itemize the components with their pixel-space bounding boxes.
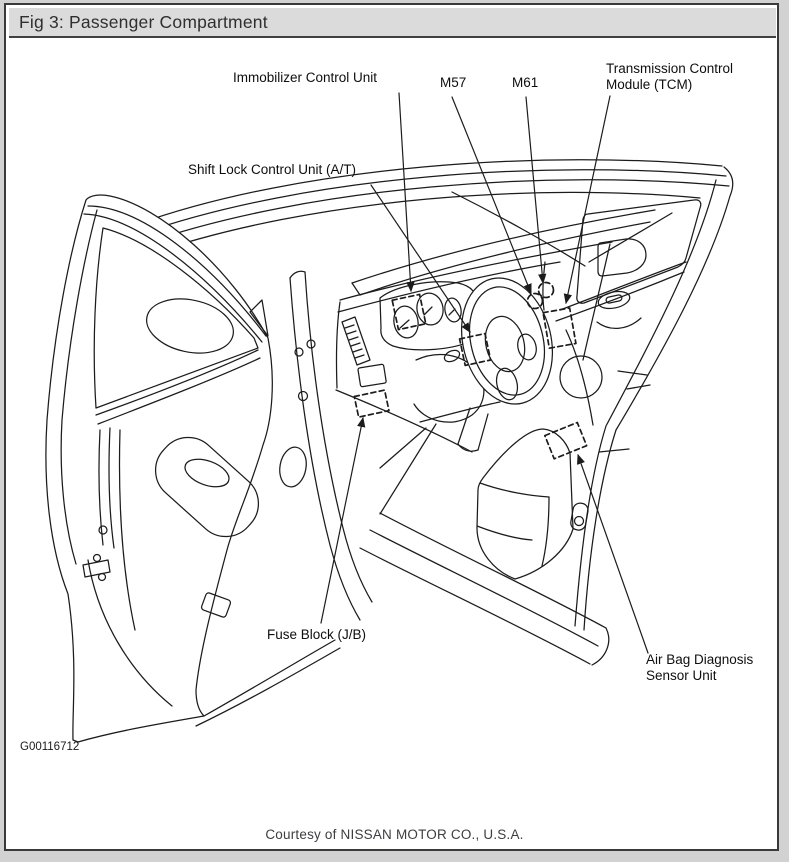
label-tcm: Transmission Control Module (TCM) xyxy=(606,61,734,92)
figure-title: Fig 3: Passenger Compartment xyxy=(19,12,268,32)
courtesy-note: Courtesy of NISSAN MOTOR CO., U.S.A. xyxy=(265,827,524,842)
fuse-block-arrow xyxy=(321,418,363,623)
label-shift-lock: Shift Lock Control Unit (A/T) xyxy=(188,162,357,177)
steering-wheel xyxy=(449,268,565,451)
m61-arrow xyxy=(526,97,543,283)
shift-lock-arrow xyxy=(371,185,470,332)
immobilizer-location-box xyxy=(392,294,426,329)
label-m61: M61 xyxy=(512,75,539,90)
label-fuse-block: Fuse Block (J/B) xyxy=(267,627,367,642)
figure-title-bar xyxy=(9,8,776,38)
m61-connector-circle xyxy=(539,283,554,298)
right-pillar xyxy=(575,167,733,630)
right-door xyxy=(556,200,701,452)
center-console xyxy=(477,429,589,579)
open-door xyxy=(46,195,340,742)
label-airbag: Air Bag Diagnosis Sensor Unit xyxy=(646,652,754,683)
immobilizer-arrow xyxy=(399,93,411,291)
label-m57: M57 xyxy=(440,75,467,90)
airbag-arrow xyxy=(578,455,648,653)
fuse-block-location-box xyxy=(354,390,389,417)
label-immobilizer: Immobilizer Control Unit xyxy=(233,70,378,85)
figure-code: G00116712 xyxy=(20,741,80,753)
